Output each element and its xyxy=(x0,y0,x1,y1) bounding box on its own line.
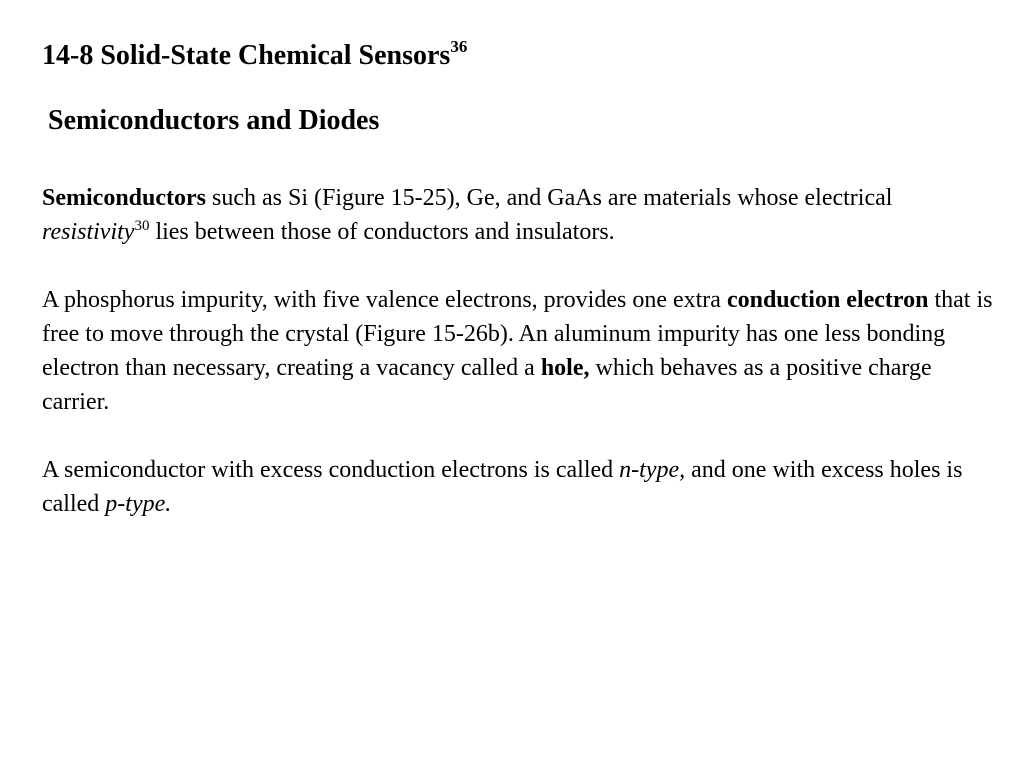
slide-title xyxy=(42,36,467,76)
paragraph-types xyxy=(42,453,1002,521)
paragraph-semiconductors xyxy=(42,181,1002,249)
paragraph-text: lies between those of conductors and insulators. xyxy=(149,219,615,245)
paragraph-impurities xyxy=(42,283,1002,419)
resistivity-footnote-ref: 30 xyxy=(134,218,150,234)
term-resistivity: resistivity xyxy=(42,219,135,245)
term-p-type: p-type. xyxy=(105,491,172,517)
term-n-type: n-type, xyxy=(619,457,686,483)
term-conduction-electron: conduction electron xyxy=(726,287,929,313)
paragraph-text: A semiconductor with excess conduction electrons is called xyxy=(42,457,620,483)
paragraph-text: A phosphorus impurity, with five valence electrons, provides one extra xyxy=(42,287,727,313)
title-footnote-ref: 36 xyxy=(450,36,468,56)
body-text xyxy=(42,181,1002,555)
term-semiconductors: Semiconductors xyxy=(42,185,206,211)
term-hole: hole, xyxy=(540,355,590,381)
paragraph-text: that is free to move through the crystal (Figure 15-26b). An aluminum impurity has one less bonding electron than necessary, creating a vacancy called a xyxy=(42,287,993,381)
section-heading: Semiconductors and Diodes xyxy=(48,105,380,136)
paragraph-text: and one with excess holes is called xyxy=(42,457,963,517)
paragraph-text: such as Si (Figure 15-25), Ge, and GaAs are materials whose electrical xyxy=(206,185,893,211)
slide-title-text: 14-8 Solid-State Chemical Sensors xyxy=(42,40,451,71)
paragraph-text: which behaves as a positive charge carrier. xyxy=(42,355,932,415)
